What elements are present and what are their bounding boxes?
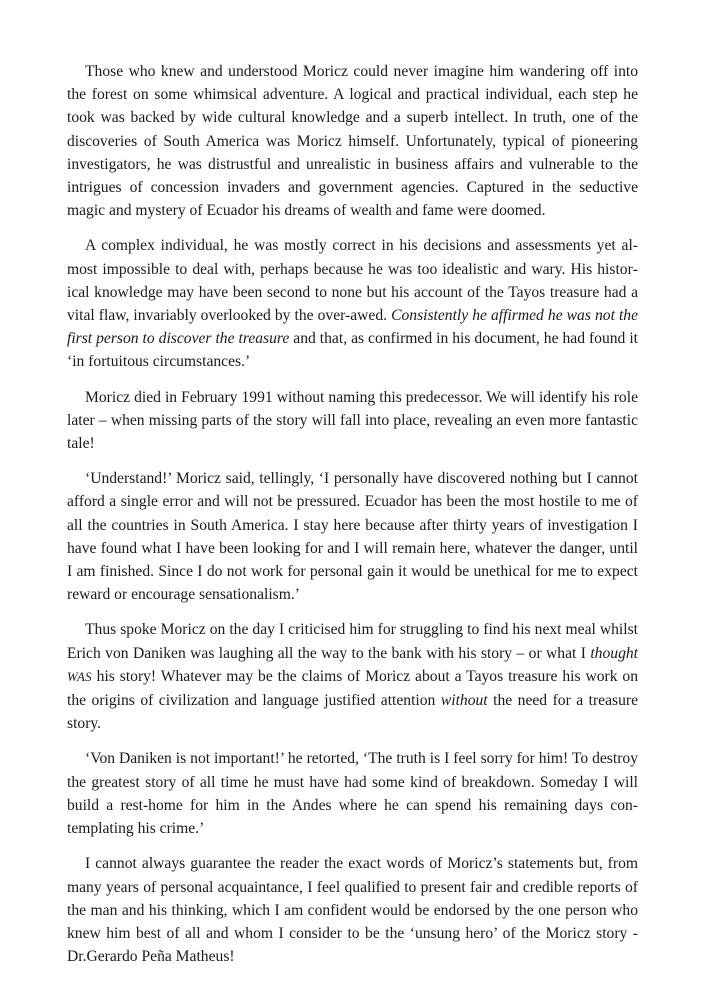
paragraph-text: Thus spoke Moricz on the day I criticised him for struggling to find his next meal whilst Erich von Daniken was laughing all the way to the bank with his story – or what I bbox=[67, 621, 638, 662]
body-text bbox=[67, 60, 638, 980]
italic-emphasis: without bbox=[440, 692, 488, 710]
italic-emphasis: thought bbox=[590, 644, 638, 662]
paragraph bbox=[67, 467, 638, 606]
paragraph bbox=[67, 747, 638, 840]
paragraph-text: ‘Understand!’ Moricz said, tellingly, ‘I personally have discovered nothing but I cannot afford a single error and will not be pressured. Ecuador has been the most hostile to me of all the countries in South America. I stay here because after thirty years of investigation I have found what I have been looking for and I will remain here, whatever the danger, until I am finished. Since I do not work for personal gain it would be unethical for me to expect reward or encourage sensationalism.’ bbox=[67, 470, 638, 604]
paragraph bbox=[67, 852, 638, 968]
paragraph-text: and that, as confirmed in his document, he had found it ‘in fortuitous circumstances.’ bbox=[67, 330, 638, 371]
smallcaps-emphasis: WAS bbox=[67, 669, 92, 684]
italic-emphasis: Consistently he affirmed he was not the first person to discover the treasure bbox=[67, 307, 639, 348]
paragraph-text: Moricz died in February 1991 without naming this predecessor. We will identify his role later – when missing parts of the story will fall into place, revealing an even more fantastic tale! bbox=[67, 388, 638, 453]
paragraph bbox=[67, 60, 638, 222]
paragraph bbox=[67, 234, 638, 373]
paragraph-text: his story! Whatever may be the claims of Moricz about a Tayos treasure his work on the origins of civilization and language justified attention bbox=[67, 667, 638, 710]
paragraph bbox=[67, 386, 638, 456]
paragraph-text: A complex individual, he was mostly correct in his decisions and assessments yet almost impossible to deal with, perhaps because he was too idealistic and wary. His historical knowledge may have been second to none but his account of the Tayos treasure had a vital flaw, invariably overlooked by the over-awed. bbox=[67, 237, 638, 325]
paragraph-text: I cannot always guarantee the reader the exact words of Moricz’s statements but, from many years of personal acquaintance, I feel qualified to present fair and credible reports of the man and his thinking, which I am confident would be endorsed by the one person who knew him best of all and whom I consider to be the ‘unsung hero’ of the Moricz story - Dr.Gerardo Peña Matheus! bbox=[67, 855, 638, 966]
paragraph bbox=[67, 618, 638, 735]
paragraph-text: Those who knew and understood Moricz could never imagine him wandering off into the forest on some whimsical adventure. A logical and practical individual, each step he took was backed by wide cultural knowledge and a superb intellect. In truth, one of the discoveries of South America was Moricz himself. Unfortunately, typical of pioneering investigators, he was distrustful and unrealistic in business affairs and vulnerable to the intrigues of concession invaders and government agencies. Captured in the seductive magic and mystery of Ecuador his dreams of wealth and fame were doomed. bbox=[67, 63, 638, 220]
paragraph-text: ‘Von Daniken is not important!’ he retorted, ‘The truth is I feel sorry for him! To destroy the greatest story of all time he must have had some kind of breakdown. Someday I will build a rest-home for him in the Andes where he can spend his remaining days contemplating his crime.’ bbox=[67, 750, 638, 838]
paragraph-text: the need for a treasure story. bbox=[67, 692, 638, 733]
